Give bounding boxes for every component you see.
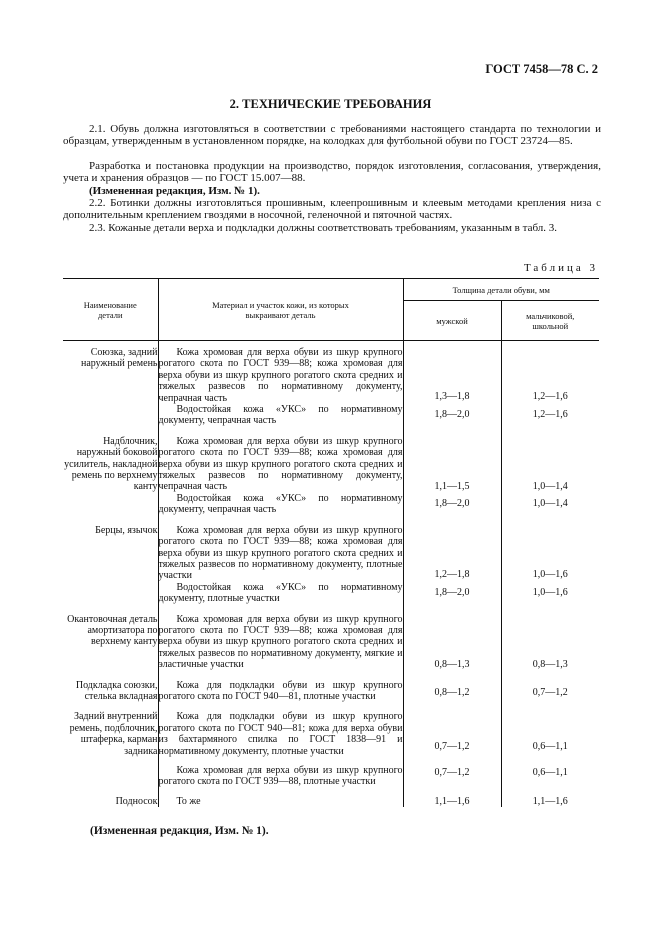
thickness-value: 1,0—1,6 <box>532 568 568 580</box>
column-header-boys: мальчиковой, школьной <box>501 301 599 341</box>
material-description: Кожа для подкладки обуви из шкур крупного рогатого скота по ГОСТ 940—81, плотные участки <box>158 679 403 702</box>
detail-name: Окантовочная деталь амортизатора по верхнему канту <box>67 613 158 648</box>
paragraph-2-3: 2.3. Кожаные детали верха и подкладки должны соответствовать требованиям, указанным в табл. 3. <box>89 222 558 234</box>
thickness-value: 0,8—1,2 <box>434 686 470 698</box>
table-row <box>63 341 599 427</box>
thickness-value: 1,0—1,4 <box>532 480 568 492</box>
thickness-boys-cell <box>501 788 599 807</box>
column-header-thickness: Толщина детали обуви, мм <box>403 279 599 301</box>
detail-name: Берцы, язычок <box>95 524 158 536</box>
thickness-male-cell <box>403 702 501 787</box>
thickness-value: 1,3—1,8 <box>434 391 470 402</box>
thickness-male-cell <box>403 516 501 605</box>
thickness-value: 0,6—1,1 <box>532 767 568 779</box>
material-description: Кожа хромовая для верха обуви из шкур крупного рогатого скота по ГОСТ 939—88; кожа хромовая для верха обуви из шкур крупного рогатого скота средних и тяжелых развесов по нормативному документу, чепрачная часть <box>158 347 403 404</box>
thickness-boys-cell <box>501 671 599 703</box>
amendment-note: (Измененная редакция, Изм. № 1). <box>89 185 260 197</box>
page-header: ГОСТ 7458—78 С. 2 <box>485 62 598 76</box>
table-row <box>63 702 599 787</box>
table-row <box>63 671 599 703</box>
thickness-male-cell <box>403 605 501 671</box>
thickness-value: 0,7—1,2 <box>434 741 470 753</box>
thickness-value: 1,0—1,4 <box>532 497 568 509</box>
table-row <box>63 605 599 671</box>
paragraph-development: Разработка и постановка продукции на производство, порядок изготовления, согласования, утверждения, учета и хранения образцов — по ГОСТ 15.007—88. <box>63 160 601 185</box>
paragraph-2-2: 2.2. Ботинки должны изготовляться прошивным, клеепрошивным и клеевым методами крепления низа с дополнительным креплением гвоздями в носочной, геленочной и пяточной частях. <box>63 197 601 222</box>
column-header-name: Наименование детали <box>83 299 137 320</box>
material-cell <box>158 702 403 787</box>
footer-amendment-note: (Измененная редакция, Изм. № 1). <box>90 825 269 837</box>
thickness-value: 1,8—2,0 <box>434 586 470 598</box>
thickness-value: 0,7—1,2 <box>434 767 470 779</box>
detail-name: Надблочник, наружный боковой усилитель, накладной ремень по верхнему канту <box>64 435 158 493</box>
thickness-value: 1,1—1,6 <box>532 795 568 807</box>
material-description: Кожа хромовая для верха обуви из шкур крупного рогатого скота по ГОСТ 939—88; кожа хромовая для верха обуви из шкур крупного рогатого скота средних и тяжелых развесов по нормативному документу, чепрачная часть <box>158 435 403 493</box>
material-cell <box>158 788 403 807</box>
material-description: Кожа хромовая для верха обуви из шкур крупного рогатого скота по ГОСТ 939—88; кожа хромовая для верха обуви из шкур крупного рогатого скота средних и тяжелых развесов по нормативному документу, мягкие и эластичные участки <box>158 613 403 671</box>
table-row <box>63 427 599 516</box>
thickness-value: 1,2—1,8 <box>434 568 470 580</box>
material-cell <box>158 605 403 671</box>
thickness-boys-cell <box>501 702 599 787</box>
material-cell <box>158 516 403 605</box>
thickness-boys-cell <box>501 516 599 605</box>
thickness-boys-cell <box>501 341 599 427</box>
detail-name: Союзка, задний наружный ремень <box>81 347 158 370</box>
table-caption: Таблица 3 <box>523 262 598 274</box>
detail-name: Задний внутренний ремень, подблочник, штаферка, карман задника <box>69 711 158 757</box>
material-description: Водостойкая кожа «УКС» по нормативному документу, чепрачная часть <box>158 492 403 516</box>
material-description: Водостойкая кожа «УКС» по нормативному документу, плотные участки <box>158 581 403 605</box>
table-row <box>63 516 599 605</box>
detail-name: Подносок <box>115 795 158 807</box>
material-cell <box>158 341 403 427</box>
material-description: Кожа хромовая для верха обуви из шкур крупного рогатого скота по ГОСТ 939—88, плотные участки <box>158 765 403 788</box>
material-description: То же <box>176 795 201 807</box>
thickness-value: 1,1—1,5 <box>434 480 470 492</box>
material-description: Водостойкая кожа «УКС» по нормативному документу, чепрачная часть <box>158 404 403 427</box>
thickness-value: 1,1—1,6 <box>434 795 470 807</box>
thickness-value: 1,8—2,0 <box>434 409 470 420</box>
thickness-male-cell <box>403 341 501 427</box>
thickness-value: 1,2—1,6 <box>532 409 568 420</box>
material-cell <box>158 427 403 516</box>
thickness-value: 0,8—1,3 <box>434 658 470 670</box>
column-header-male: мужской <box>403 301 501 341</box>
thickness-value: 0,7—1,2 <box>532 686 568 698</box>
thickness-male-cell <box>403 788 501 807</box>
paragraph-2-1: 2.1. Обувь должна изготовляться в соответствии с требованиями настоящего стандарта по технологии и образцам, утвержденным в установленном порядке, на колодках для футбольной обуви по ГОСТ 23724—85. <box>63 123 601 148</box>
thickness-value: 1,0—1,6 <box>532 586 568 598</box>
detail-name: Подкладка союзки, стелька вкладная <box>75 679 158 702</box>
column-header-material: Материал и участок кожи, из которых выкраивают деталь <box>158 279 403 341</box>
material-description: Кожа хромовая для верха обуви из шкур крупного рогатого скота по ГОСТ 939—88; кожа хромовая для верха обуви из шкур крупного рогатого скота средних и тяжелых развесов по нормативному документу, плотные участки <box>158 524 403 582</box>
thickness-value: 0,8—1,3 <box>532 658 568 670</box>
thickness-boys-cell <box>501 605 599 671</box>
thickness-value: 0,6—1,1 <box>532 741 568 753</box>
thickness-male-cell <box>403 671 501 703</box>
thickness-value: 1,8—2,0 <box>434 497 470 509</box>
requirements-table <box>63 278 599 807</box>
section-title: 2. ТЕХНИЧЕСКИЕ ТРЕБОВАНИЯ <box>229 97 432 111</box>
material-cell <box>158 671 403 703</box>
material-description: Кожа для подкладки обуви из шкур крупного рогатого скота по ГОСТ 940—81; кожа для верха обуви из бахтармяного спилка по ГОСТ 1838—91 и нормативному документу, плотные участки <box>158 711 403 757</box>
thickness-boys-cell <box>501 427 599 516</box>
thickness-male-cell <box>403 427 501 516</box>
table-row <box>63 788 599 807</box>
thickness-value: 1,2—1,6 <box>532 391 568 402</box>
